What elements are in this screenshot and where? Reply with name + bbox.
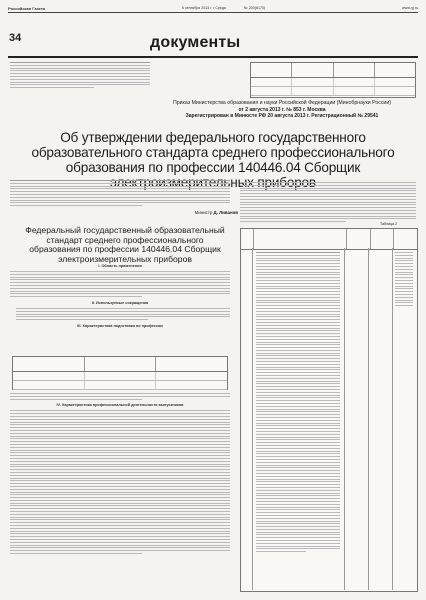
preamble-text [10, 180, 230, 208]
signature-role: Министр [194, 210, 213, 215]
signature-block [8, 210, 238, 216]
page-number: 34 [9, 32, 22, 44]
signature-name: Д. Ливанов [213, 210, 238, 215]
top-right-table [250, 62, 416, 98]
order-line-1: Приказ Министерства образования и науки Российской Федерации (Минобрнауки России) [173, 100, 391, 106]
left-column-body [10, 262, 230, 331]
site-url: www.rg.ru [402, 6, 418, 10]
subhead-scope: I. Область применения [98, 264, 142, 268]
section-rule [8, 56, 418, 58]
subhead-training: III. Характеристика подготовки по профессии [77, 323, 163, 328]
order-header [150, 100, 414, 120]
issue-number: № 200(6170) [243, 6, 266, 10]
training-terms-table [12, 356, 228, 390]
subhead-abbreviations: II. Используемые сокращения [91, 300, 149, 305]
intro-paragraph [10, 62, 150, 90]
right-upper-text [250, 62, 416, 98]
order-line-3: Зарегистрирован в Минюсте РФ 20 августа 2013 г. Регистрационный № 29541 [185, 113, 379, 119]
right-column-text [240, 182, 416, 224]
table-label: Таблица 2 [380, 222, 398, 226]
section-title: документы [150, 34, 241, 51]
standard-title: Федеральный государственный образовательный стандарт среднего профессионального образования по профессии 140446.04 Сборщик электроизмерительных приборов [25, 225, 225, 264]
left-column-body-2 [10, 393, 230, 556]
order-line-2: от 2 августа 2013 г. № 853 г. Москва [238, 106, 326, 113]
masthead-rule [8, 12, 418, 13]
newspaper-name: Российская Газета [8, 5, 46, 11]
document-headline: Об утверждении федерального государственного образовательного стандарта среднего профессионального образования по профессии 140446.04 Сборщик [31, 130, 395, 175]
subhead-activity: IV. Характеристика профессиональной деятельности выпускников [56, 403, 184, 408]
issue-date: 6 сентября 2013 г. • Среда [181, 6, 226, 10]
masthead [8, 4, 418, 12]
curriculum-table-content [256, 252, 340, 554]
competency-codes [395, 252, 413, 308]
